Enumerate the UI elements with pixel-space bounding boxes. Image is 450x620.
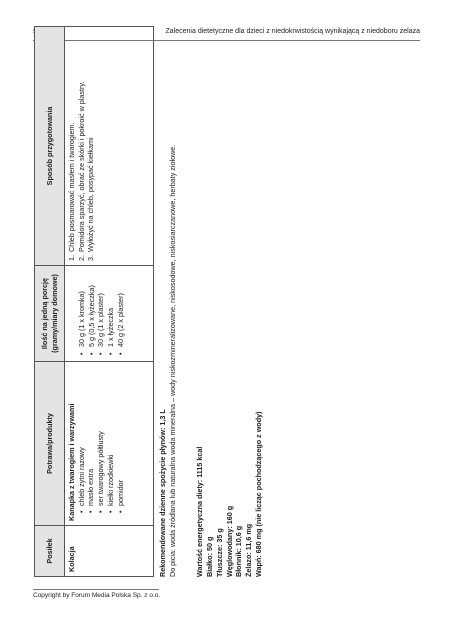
document-title: Zalecenia dietetyczne dla dzieci z niedokrwistością wynikającą z niedoboru żelaza [165, 28, 420, 35]
list-item: • ser twarogowy półtłusty [96, 366, 106, 513]
list-item: • kiełki rzodkiewki [106, 366, 116, 513]
meal-name: Kolacja [65, 526, 154, 577]
nutrition-carbs: Węglowodany: 160 g [224, 505, 234, 577]
preparation-steps [67, 31, 96, 261]
diet-notes [158, 27, 263, 577]
nutrition-fat: Tłuszcze: 35 g [214, 528, 224, 577]
column-header-meal: Posiłek [35, 526, 65, 577]
list-item: 1. Chleb posmarować masłem i twarogiem. [67, 122, 76, 261]
nutrition-iron: Żelazo: 11,6 mg [244, 523, 254, 577]
footer-copyright: Copyright by Forum Media Polska Sp. z o.o. [33, 592, 161, 599]
list-item: • chleb żytni razowy [77, 366, 87, 513]
column-header-dish: Potrawa/produkty [35, 362, 65, 526]
column-header-preparation: Sposób przygotowania [35, 27, 65, 266]
footer-divider [33, 589, 159, 590]
list-item: • masło extra [86, 366, 96, 513]
preparation-cell [65, 27, 154, 266]
list-item: • 30 g (1 x kromka) [77, 270, 87, 355]
table-row [65, 27, 154, 577]
list-item: 3. Wyłożyć na chleb, posypać kiełkami [86, 137, 96, 261]
rotated-content [34, 27, 298, 577]
nutrition-energy: Wartość energetyczna diety: 1115 kcal [195, 446, 205, 577]
fluid-intake-text: Do picia: woda źródlana lub naturalna woda mineralna – wody niskozmineralizowane, niskosodowe, niskosiarczanowe, herbaty ziołowe. [167, 144, 177, 577]
list-item: • 5 g (0,5 x łyżeczka) [87, 270, 97, 355]
list-item: • 30 g (1 x plaster) [96, 270, 106, 355]
list-item: 2. Pomidora sparzyć, obrać ze skórki i pokroić w plastry. [76, 81, 86, 261]
meal-table [34, 26, 154, 577]
list-item: • pomidor [116, 366, 126, 513]
amount-cell [65, 266, 154, 362]
column-header-amount: Ilość na jedną porcję (gramy/miary domowe) [35, 266, 65, 362]
nutrition-calcium: Wapń: 680 mg (nie licząc pochodzącego z wody) [253, 411, 263, 577]
list-item: • 40 g (2 x plaster) [116, 270, 126, 355]
fluid-intake-title: Rekomendowane dzienne spożycie płynów: 1,3 L [158, 409, 167, 577]
nutrition-fiber: Błonnik: 10,6 g [234, 525, 244, 577]
table-header-row [35, 27, 65, 577]
dish-cell [65, 362, 154, 526]
ingredient-list [77, 366, 126, 521]
list-item: • 1 x łyżeczka [106, 270, 116, 355]
nutrition-protein: Białko: 50 g [205, 536, 215, 577]
dish-name: Kanapka z twarogiem i warzywami [67, 403, 76, 521]
amount-list [77, 270, 126, 357]
